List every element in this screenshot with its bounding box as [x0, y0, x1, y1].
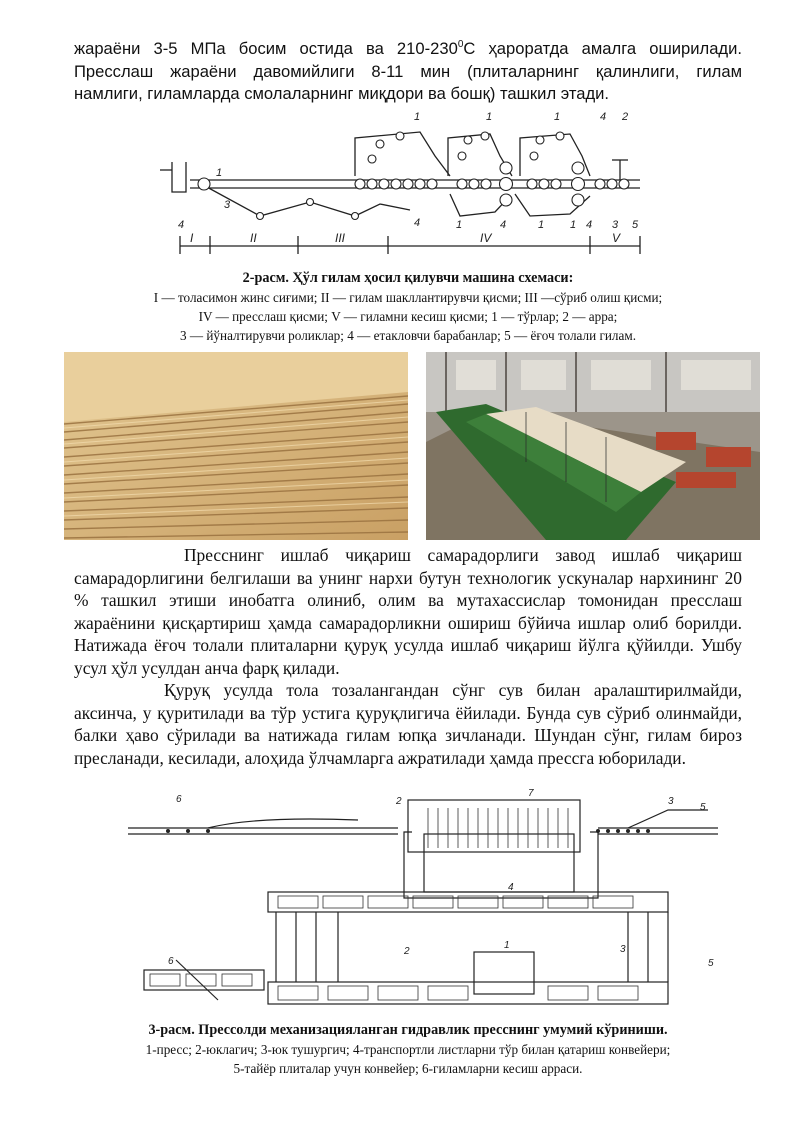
figure-3-diagram [128, 788, 724, 1018]
intro-line-2: Пресслаш жараёни давомийлиги 8-11 мин (плиталарнинг қалинлиги, гилам [74, 61, 742, 81]
figure-2-caption-line: IV — пресслаш қисми; V — гиламни кесиш қисми; 1 — тўрлар; 2 — арра; [198, 309, 618, 324]
fig2-callout: 1 [554, 111, 561, 123]
fig2-callout: 4 [414, 217, 421, 229]
fig3-callout: 2 [396, 796, 402, 807]
fig3-callout: 1 [504, 940, 510, 951]
fig3-callout: 4 [508, 882, 514, 893]
fig2-callout: 1 [538, 219, 545, 231]
figure-3-caption-line: 5-тайёр плиталар учун конвейер; 6-гиламларни кесиш арраси. [233, 1061, 583, 1076]
fig2-callout: 1 [486, 111, 493, 123]
fig2-callout: 4 [500, 219, 507, 231]
fig3-callout: 7 [528, 788, 534, 799]
fig3-callout: 3 [668, 796, 674, 807]
fig2-callout: 1 [456, 219, 463, 231]
figure-2-caption-title: 2-расм. Ҳўл гилам ҳосил қилувчи машина схемаси: [242, 270, 574, 286]
press-line-factory-photo [426, 352, 760, 540]
intro-line-3: намлиги, гиламларда смолаларнинг миқдори ва бошқ) ташкил этади. [74, 84, 610, 104]
fig2-section-label: III [335, 231, 346, 245]
fig2-section-label: V [612, 231, 621, 245]
body-paragraph-2: Қуруқ усулда тола тозалангандан сўнг сув билан аралаштирилмайди, аксинча, у қуритилади ва тўр устига қуруқлигича ёйилади. Бунда сув сўриб олинмайди, балки ҳаво сўрилади ва натижада гилам юпқа зичланади. Шундан сўнг, гилам бироз пресланади, кесилади, алоҳида ўлчамларга ажратилади ҳамда прессга юборилади. [74, 680, 742, 768]
fig2-callout: 4 [178, 219, 185, 231]
figure-3-caption-title: 3-расм. Прессолди механизацияланган гидравлик пресснинг умумий кўриниши. [148, 1022, 668, 1038]
fig2-callout: 1 [414, 111, 421, 123]
fig2-section-label: IV [480, 231, 492, 245]
figure-2-caption-line: I — толасимон жинс сиғими; II — гилам шакллантирувчи қисми; III —сўриб олиш қисми; [153, 290, 663, 305]
intro-line-1: жараёни 3-5 МПа босим остида ва $210-230^0С$ ҳароратда амалга оширилади. [74, 39, 742, 58]
figure-2-diagram [150, 104, 650, 264]
intro-text [74, 38, 742, 106]
fig3-callout: 5 [700, 802, 706, 813]
fig2-callout: 1 [570, 219, 577, 231]
fig3-callout: 6 [176, 794, 182, 805]
fig2-callout: 2 [622, 111, 629, 123]
fig2-callout: 3 [612, 219, 619, 231]
fig3-callout: 2 [404, 946, 410, 957]
figure-3-caption-line: 1-пресс; 2-юклагич; 3-юк тушургич; 4-транспортли листларни тўр билан қатариш конвейери; [145, 1042, 671, 1057]
fig2-callout: 1 [216, 167, 223, 179]
body-paragraph-1: Пресснинг ишлаб чиқариш самарадорлиги завод ишлаб чиқариш самарадорлигини белгилаши ва унинг нархи бутун технологик ускуналар нархининг 20 % ташкил этиши инобатга олиниб, олим ва мутахассислар томонидан пресслаш жараёнини қисқартириш ҳамда самарадорликни ошириш бўйича ишлар олиб борилди. Натижада ёғоч толали плиталарни қуруқ усулда ишлаб чиқариш йўлга қўйилди. Ушбу усул ҳўл усулдан анча фарқ қилади. [74, 545, 742, 678]
fig2-section-label: I [190, 231, 194, 245]
figure-2-caption-line: 3 — йўналтирувчи роликлар; 4 — етакловчи барабанлар; 5 — ёғоч толали гилам. [180, 328, 636, 343]
fig3-callout: 6 [168, 956, 174, 967]
fig3-callout: 5 [708, 958, 714, 969]
fiberboard-stack-photo [64, 352, 408, 540]
fig2-callout: 4 [586, 219, 593, 231]
fig2-section-label: II [250, 231, 257, 245]
fig2-callout: 4 [600, 111, 607, 123]
fig2-callout: 5 [632, 219, 639, 231]
fig2-callout: 3 [224, 199, 231, 211]
fig3-callout: 3 [620, 944, 626, 955]
